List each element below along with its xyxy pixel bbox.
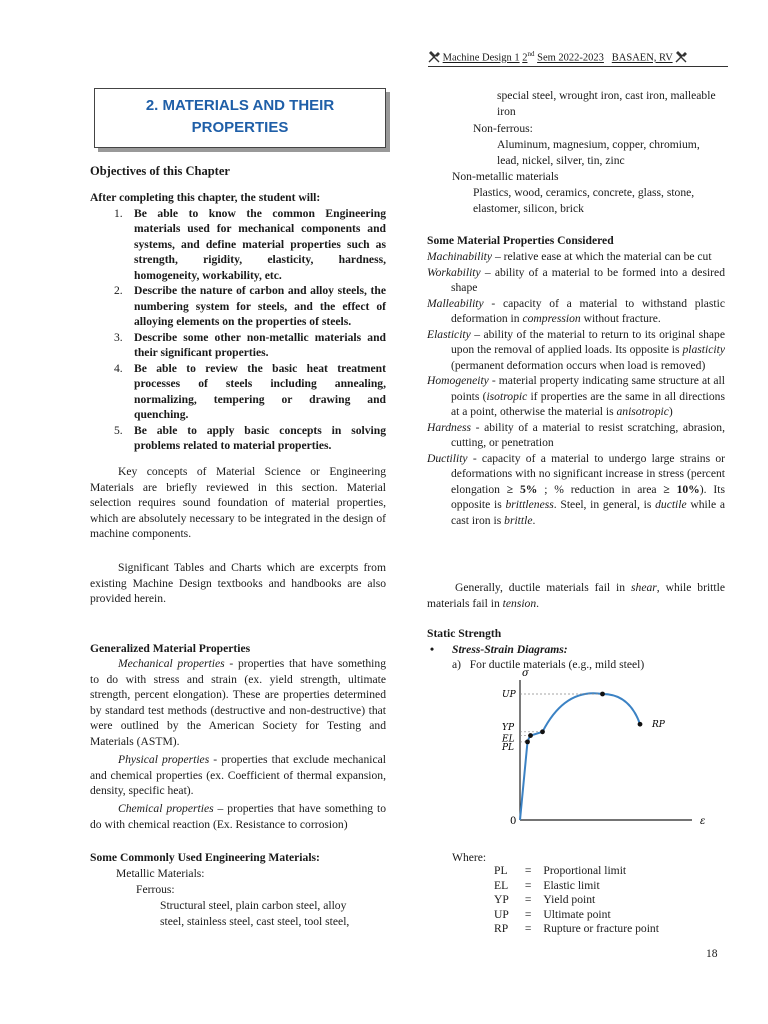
emphasis: ≥ 10%	[663, 482, 700, 496]
point-el	[528, 733, 533, 738]
ferrous-list: Structural steel, plain carbon steel, alloy steel, stainless steel, cast steel, tool steel,	[160, 899, 350, 928]
objective-item	[90, 423, 386, 454]
objectives-intro: After completing this chapter, the student will:	[90, 191, 321, 204]
header-course: Machine Design 1	[442, 52, 520, 64]
chemical-properties	[90, 801, 386, 832]
definition: (permanent deformation occurs when load is removed)	[451, 358, 706, 372]
header-sem-num: 2	[522, 52, 528, 64]
definition: - properties that have something to do with stress and strain (ex. yield strength, ultimate strength, percent elongation). These are properties determined by standard test methods (destructive and non-destructive) that were outlined by the American Society for Testing and Materials (ASTM).	[90, 657, 386, 748]
legend-row	[494, 908, 663, 923]
term: Machinability	[427, 250, 493, 263]
stress-strain-curve	[520, 693, 640, 820]
failure-paragraph	[427, 580, 725, 611]
chapter-title-line1: 2. MATERIALS AND THEIR	[145, 97, 335, 114]
objective-text: Describe the nature of carbon and alloy steels, the numbering system for steels, and the effect of alloying elements on the properties of steels.	[134, 284, 386, 328]
prop-hardness	[427, 420, 725, 451]
header-sem-sup: nd	[527, 50, 535, 58]
definition: while a cast iron is	[451, 498, 725, 527]
general-heading: Generalized Material Properties	[90, 642, 251, 655]
legend-abbr: YP	[494, 893, 509, 906]
text: , while brittle materials fail in	[427, 581, 725, 610]
emphasis: ≥ 5%	[506, 482, 538, 496]
term: Homogeneity	[427, 374, 489, 387]
definition: )	[668, 405, 673, 418]
definition: – properties that have something to do with chemical reaction (Ex. Resistance to corrosion)	[90, 802, 387, 831]
definition: ). Its opposite is	[451, 482, 725, 511]
point-label-pl: PL	[502, 742, 515, 753]
tools-icon	[428, 51, 440, 63]
page-number: 18	[706, 947, 718, 960]
legend-desc: Rupture or fracture point	[543, 922, 659, 935]
definition: .	[532, 513, 536, 527]
definition: . Steel, in general, is	[553, 498, 656, 511]
stress-strain-chart	[488, 668, 706, 832]
definition: – relative ease at which the material can be cut	[492, 250, 712, 263]
definition: ; % reduction in area	[537, 482, 664, 496]
objective-item	[90, 361, 386, 423]
nonferrous-list: Aluminum, magnesium, copper, chromium, lead, nickel, silver, tin, zinc	[497, 138, 700, 167]
objective-number: 3.	[114, 330, 123, 344]
props-heading: Some Material Properties Considered	[427, 234, 614, 247]
definition: - capacity of a material to undergo large strains or deformations with no significant increase in stress (percent elongation	[451, 451, 725, 496]
emphasis: isotropic	[486, 389, 528, 403]
objective-number: 2.	[114, 284, 123, 297]
objectives-heading: Objectives of this Chapter	[90, 164, 230, 178]
intro-paragraph: Key concepts of Material Science or Engineering Materials are briefly reviewed in this section. Material selection requires sound foundation of material properties, which are absolutely necessary to be integrated in the design of machine components.	[90, 465, 386, 540]
objectives-list	[90, 206, 386, 454]
prop-workability	[427, 265, 725, 296]
emphasis: anisotropic	[616, 405, 669, 418]
physical-properties	[90, 752, 386, 799]
props-list	[427, 249, 725, 528]
term: Elasticity	[427, 327, 471, 341]
static-heading: Static Strength	[427, 627, 502, 640]
header-rule	[428, 66, 728, 67]
legend-eq: =	[524, 907, 532, 921]
ferrous-label: Ferrous:	[136, 883, 175, 896]
objectives-section	[90, 190, 386, 454]
text: .	[536, 596, 540, 610]
emphasis: plasticity	[682, 343, 725, 356]
y-axis-label: σ	[522, 668, 529, 679]
objective-item	[90, 206, 386, 284]
emphasis: brittleness	[505, 498, 554, 511]
text: Generally, ductile materials fail in	[455, 581, 632, 594]
legend-eq: =	[524, 922, 532, 935]
header-sem: Sem 2022-2023	[537, 52, 604, 64]
point-up	[600, 692, 605, 697]
materials-heading: Some Commonly Used Engineering Materials:	[90, 851, 320, 864]
term: Physical properties	[118, 753, 210, 766]
legend-desc: Ultimate point	[543, 907, 611, 921]
definition: without fracture.	[580, 312, 661, 325]
objective-text: Be able to review the basic heat treatment processes of steels including annealing, normalizing, tempering or drawing and quenching.	[134, 361, 386, 421]
legend-row	[494, 864, 663, 879]
emphasis: compression	[522, 312, 581, 325]
bullet-text: Stress-Strain Diagrams:	[452, 643, 568, 656]
term: Ductility	[427, 451, 468, 465]
point-label-up: UP	[502, 690, 516, 700]
nonmetallic-list: Plastics, wood, ceramics, concrete, glass, stone, elastomer, silicon, brick	[473, 186, 695, 215]
legend-row	[494, 879, 663, 894]
prop-elasticity	[427, 327, 725, 374]
x-axis-label: ε	[700, 816, 706, 827]
nonferrous-label: Non-ferrous:	[473, 122, 533, 135]
legend-abbr: UP	[494, 907, 509, 921]
objective-number: 1.	[114, 206, 123, 220]
prop-malleability	[427, 296, 725, 327]
ferrous-list-continued: special steel, wrought iron, cast iron, malleable iron	[497, 89, 716, 118]
legend-abbr: RP	[494, 922, 509, 935]
legend-eq: =	[524, 878, 532, 892]
sub-item-marker: a)	[452, 658, 462, 671]
term: Workability	[427, 265, 481, 279]
definition: - capacity of a material to withstand plastic deformation in	[451, 296, 725, 325]
header-author: BASAEN, RV	[611, 52, 673, 64]
point-label-yp: YP	[502, 722, 514, 733]
legend-row	[494, 922, 663, 937]
point-label-rp: RP	[652, 720, 665, 731]
chapter-title-line2: PROPERTIES	[191, 119, 289, 136]
emphasis: shear	[631, 581, 657, 594]
nonmetallic-label: Non-metallic materials	[452, 170, 559, 183]
definition: – ability of a material to be formed into a desired shape	[451, 265, 725, 294]
sub-item-a	[452, 657, 644, 673]
legend-abbr: EL	[494, 878, 509, 892]
term: Mechanical properties	[118, 657, 225, 670]
point-pl	[525, 739, 530, 744]
page-header	[428, 50, 728, 64]
objective-text: Describe some other non-metallic materials and their significant properties.	[134, 330, 386, 359]
objective-number: 4.	[114, 361, 123, 375]
emphasis: ductile	[655, 498, 687, 511]
tools-icon	[675, 51, 687, 63]
chapter-title-box	[94, 88, 386, 148]
term: Malleability	[427, 296, 484, 310]
prop-machinability	[427, 249, 725, 265]
point-label-el: EL	[502, 734, 515, 745]
objective-text: Be able to know the common Engineering materials used for mechanical components and systems, and define material properties such as strength, rigidity, elasticity, hardness, homogeneity, workability, etc.	[134, 206, 386, 282]
legend-desc: Yield point	[543, 893, 596, 906]
legend-row	[494, 893, 663, 908]
objective-item	[90, 283, 386, 330]
objective-text: Be able to apply basic concepts in solving problems related to material properties.	[134, 423, 386, 452]
term: Chemical properties	[118, 802, 214, 815]
prop-homogeneity	[427, 373, 725, 420]
definition: if properties are the same in all directions at a point, otherwise the material is	[451, 389, 725, 418]
legend-table	[494, 864, 663, 937]
emphasis: tension	[502, 596, 537, 610]
legend-eq: =	[524, 864, 532, 877]
point-rp	[638, 722, 643, 727]
term: Hardness	[427, 420, 472, 434]
where-heading: Where:	[452, 851, 487, 864]
legend-desc: Proportional limit	[543, 864, 627, 877]
prop-ductility	[427, 451, 725, 529]
stress-strain-bullet	[430, 642, 568, 658]
definition: - material property indicating same structure at all points (	[451, 374, 725, 403]
sub-item-text: For ductile materials (e.g., mild steel)	[469, 658, 645, 671]
metallic-label: Metallic Materials:	[116, 867, 205, 880]
objective-item	[90, 330, 386, 361]
point-yp	[540, 729, 545, 734]
bullet-icon: •	[430, 643, 435, 656]
definition: - properties that exclude mechanical and chemical properties (ex. Coefficient of thermal expansion, density, specific heat).	[90, 753, 386, 797]
legend-eq: =	[524, 893, 532, 906]
mechanical-properties	[90, 656, 386, 749]
origin-label: 0	[510, 816, 517, 827]
definition: - ability of a material to resist scratching, abrasion, cutting, or penetration	[451, 420, 725, 449]
legend-desc: Elastic limit	[543, 878, 600, 892]
legend-abbr: PL	[494, 864, 508, 877]
emphasis: brittle	[504, 513, 533, 527]
tables-paragraph: Significant Tables and Charts which are excerpts from existing Machine Design textbooks and handbooks are also provided herein.	[90, 561, 386, 605]
definition: – ability of the material to return to its original shape upon the removal of applied loads. Its opposite is	[451, 327, 725, 356]
objective-number: 5.	[114, 423, 123, 437]
